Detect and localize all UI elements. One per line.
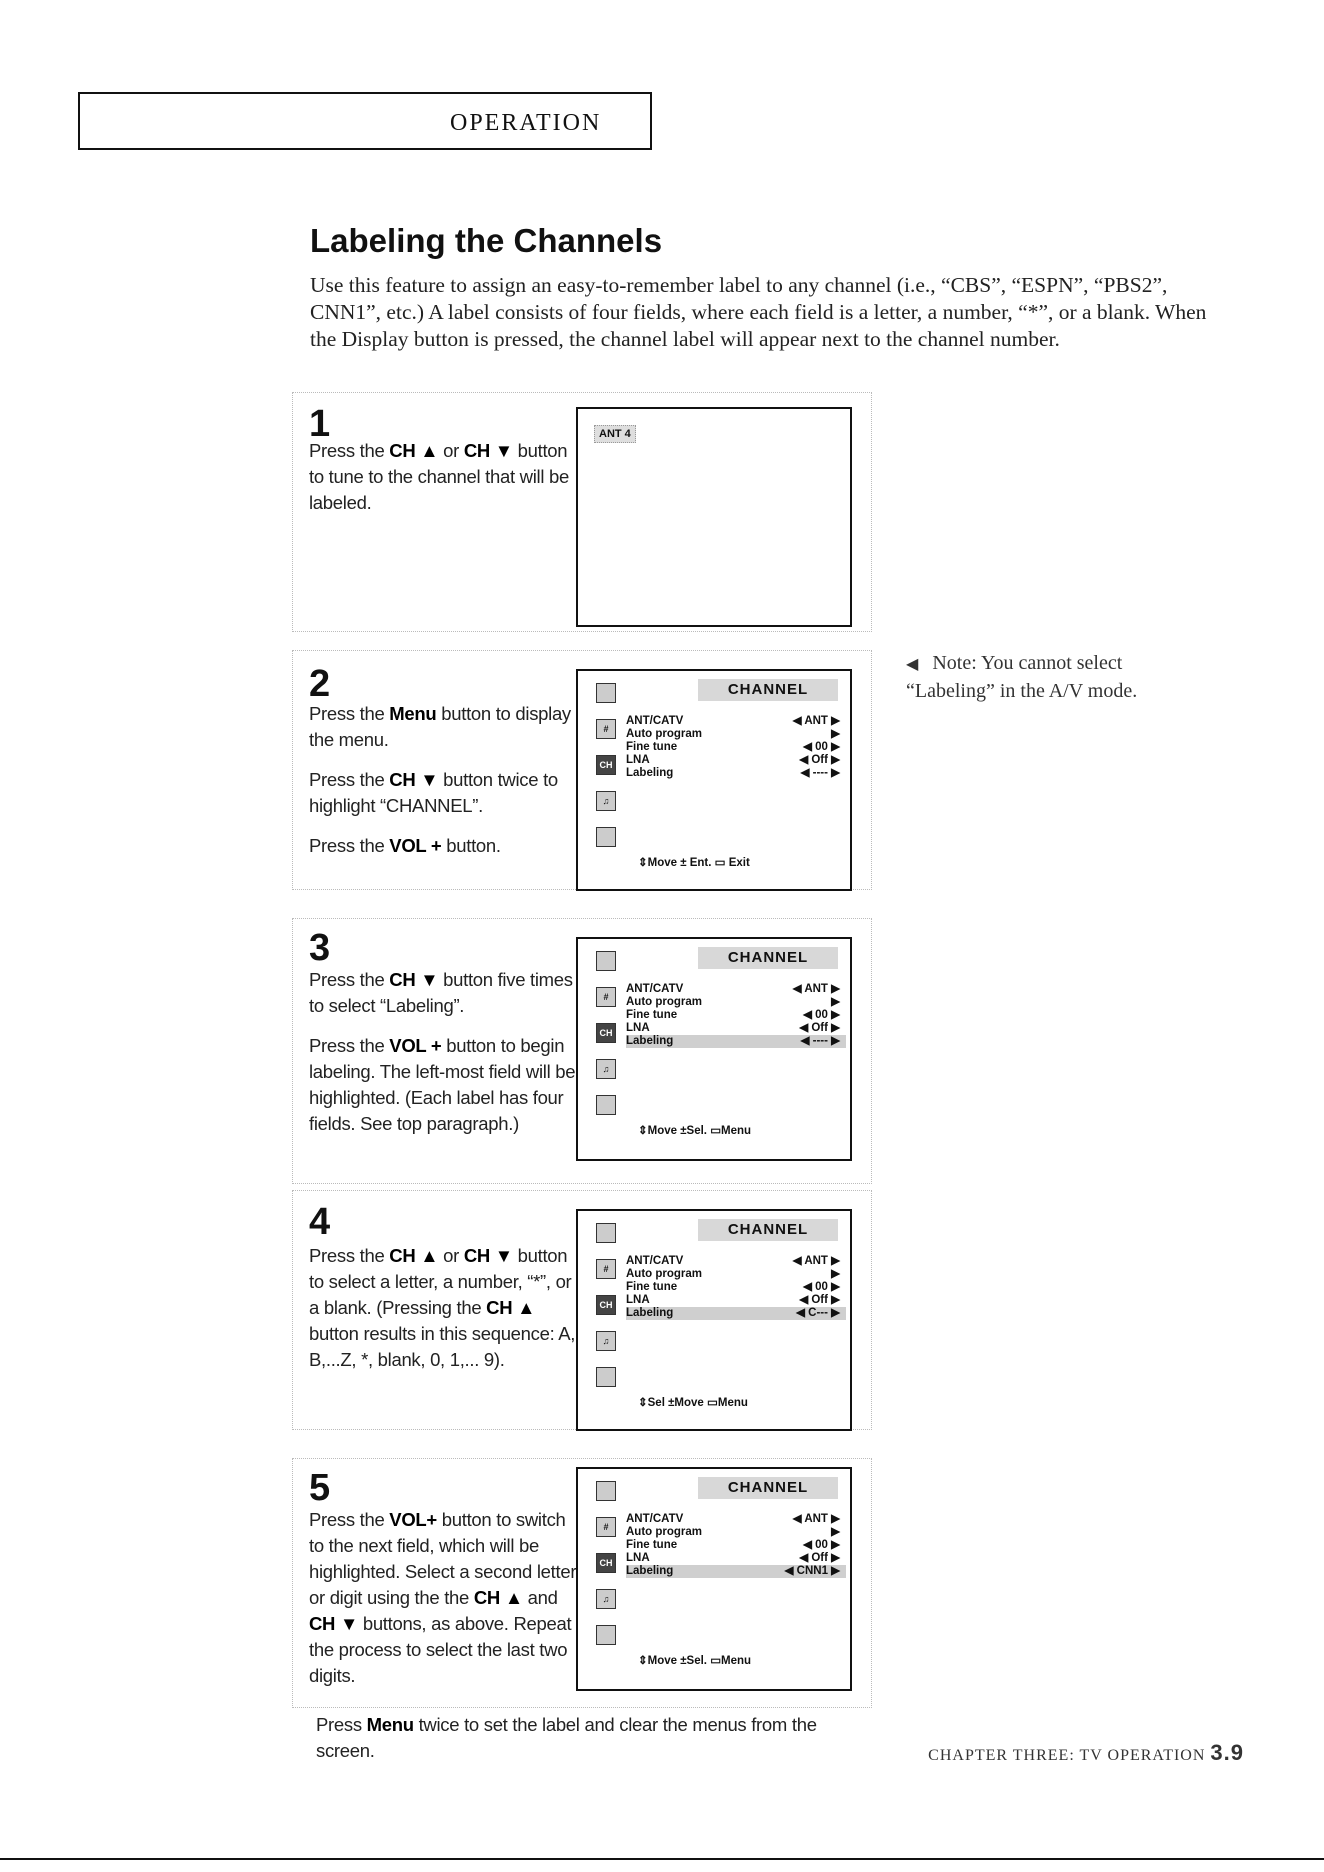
tv-menu-screen — [576, 1467, 852, 1691]
note — [906, 650, 1206, 705]
step-paragraph: Press the VOL+ button to switch to the next field, which will be highlighted. Select a second letter or digit using the the CH ▲ and CH ▼ buttons, as above. Repeat the process to select the last two digits. — [309, 1509, 577, 1686]
menu-category-icon: CH — [596, 1553, 616, 1573]
step-3 — [292, 918, 872, 1184]
menu-row — [626, 715, 846, 728]
menu-row-label: Fine tune — [626, 741, 678, 753]
menu-row-value: ◀ Off ▶ — [799, 1294, 840, 1306]
step-2 — [292, 650, 872, 890]
step-paragraph: Press the CH ▲ or CH ▼ button to tune to the channel that will be labeled. — [309, 440, 569, 513]
menu-row-value: ◀ Off ▶ — [799, 1552, 840, 1564]
step-number: 4 — [309, 1201, 331, 1243]
final-instruction: Press Menu twice to set the label and clear the menus from the screen. — [316, 1714, 817, 1761]
tv-menu-screen — [576, 1209, 852, 1431]
menu-row-label: LNA — [626, 1022, 650, 1034]
page-title: Labeling the Channels — [310, 222, 663, 259]
menu-footer: ⇕Sel ±Move ▭Menu — [638, 1397, 748, 1409]
menu-row-value: ◀ 00 ▶ — [803, 741, 840, 753]
menu-row — [626, 1268, 846, 1281]
step-number: 5 — [309, 1467, 331, 1509]
menu-category-icon: CH — [596, 755, 616, 775]
step-paragraph: Press the CH ▼ button twice to highlight “CHANNEL”. — [309, 769, 558, 816]
menu-row-value: ◀ C--- ▶ — [796, 1307, 840, 1319]
menu-category-icon: # — [596, 1259, 616, 1279]
menu-icon-column — [596, 1223, 616, 1403]
menu-row — [626, 1565, 846, 1578]
step-text — [309, 701, 579, 873]
menu-category-icon — [596, 1367, 616, 1387]
menu-row-value: ◀ Off ▶ — [799, 754, 840, 766]
step-4 — [292, 1190, 872, 1430]
menu-footer: ⇕Move ±Sel. ▭Menu — [638, 1125, 752, 1137]
menu-category-icon — [596, 1095, 616, 1115]
menu-row — [626, 767, 846, 780]
menu-category-icon: ♫ — [596, 1059, 616, 1079]
menu-category-icon — [596, 951, 616, 971]
menu-row-label: Labeling — [626, 767, 674, 779]
menu-rows — [626, 1513, 846, 1578]
step-number: 1 — [309, 403, 331, 445]
menu-row-label: LNA — [626, 1552, 650, 1564]
menu-row-value: ◀ 00 ▶ — [803, 1009, 840, 1021]
menu-title: CHANNEL — [698, 679, 838, 701]
step-number: 3 — [309, 927, 331, 969]
menu-row — [626, 1513, 846, 1526]
tv-menu-screen — [576, 937, 852, 1161]
menu-rows — [626, 715, 846, 780]
intro-paragraph: Use this feature to assign an easy-to-remember label to any channel (i.e., “CBS”, “ESPN”, “PBS2”, CNN1”, etc.) A label consists of four fields, where each field is a letter, a number, “*”, or a blank. When the Display button is pressed, the channel label will appear next to the channel number. — [310, 273, 1207, 351]
page-number: 3.9 — [1210, 1740, 1244, 1765]
menu-category-icon: ♫ — [596, 1589, 616, 1609]
menu-row-label: Auto program — [626, 1268, 703, 1280]
menu-row-value: ◀ Off ▶ — [799, 1022, 840, 1034]
step-text — [309, 1507, 579, 1703]
menu-row-value: ◀ CNN1 ▶ — [784, 1565, 840, 1577]
menu-row-label: ANT/CATV — [626, 715, 684, 727]
menu-row — [626, 1255, 846, 1268]
step-paragraph: Press the VOL + button. — [309, 835, 501, 856]
tv-screen — [576, 407, 852, 627]
menu-row — [626, 1022, 846, 1035]
menu-row-value: ▶ — [831, 1526, 840, 1538]
menu-row — [626, 1552, 846, 1565]
menu-row-label: Labeling — [626, 1035, 674, 1047]
step-paragraph: Press the Menu button to display the menu. — [309, 703, 571, 750]
menu-category-icon: ♫ — [596, 1331, 616, 1351]
menu-title: CHANNEL — [698, 1477, 838, 1499]
menu-category-icon — [596, 1223, 616, 1243]
menu-category-icon: CH — [596, 1023, 616, 1043]
menu-category-icon — [596, 827, 616, 847]
arrow-left-icon: ◀ — [906, 656, 919, 673]
menu-category-icon: ♫ — [596, 791, 616, 811]
step-paragraph: Press the CH ▼ button five times to select “Labeling”. — [309, 969, 573, 1016]
menu-row — [626, 1035, 846, 1048]
menu-row-label: Auto program — [626, 996, 703, 1008]
chapter-label: CHAPTER THREE: TV OPERATION — [928, 1747, 1206, 1764]
step-paragraph: Press the VOL + button to begin labeling. The left-most field will be highlighted. (Each label has four fields. See top paragraph.) — [309, 1035, 576, 1134]
menu-row-label: LNA — [626, 754, 650, 766]
menu-row-label: Auto program — [626, 728, 703, 740]
menu-row-value: ▶ — [831, 728, 840, 740]
menu-title: CHANNEL — [698, 1219, 838, 1241]
menu-row-value: ◀ 00 ▶ — [803, 1539, 840, 1551]
bottom-rule — [0, 1858, 1324, 1860]
menu-row — [626, 728, 846, 741]
menu-rows — [626, 983, 846, 1048]
menu-row — [626, 1009, 846, 1022]
menu-row-label: Fine tune — [626, 1009, 678, 1021]
step-paragraph: Press the CH ▲ or CH ▼ button to select a letter, a number, “*”, or a blank. (Pressing the CH ▲ button results in this sequence: A, B,...Z, *, blank, 0, 1,... 9). — [309, 1245, 576, 1370]
menu-category-icon — [596, 1481, 616, 1501]
menu-category-icon: # — [596, 1517, 616, 1537]
menu-row-value: ◀ ANT ▶ — [792, 1513, 840, 1525]
osd-channel: ANT 4 — [594, 425, 636, 443]
menu-category-icon: CH — [596, 1295, 616, 1315]
menu-category-icon: # — [596, 719, 616, 739]
menu-footer: ⇕Move ±Sel. ▭Menu — [638, 1655, 752, 1667]
menu-row — [626, 754, 846, 767]
menu-row-label: Auto program — [626, 1526, 703, 1538]
menu-rows — [626, 1255, 846, 1320]
menu-row-label: Labeling — [626, 1565, 674, 1577]
step-number: 2 — [309, 663, 331, 705]
menu-row — [626, 1526, 846, 1539]
step-1 — [292, 392, 872, 632]
menu-row-value: ◀ ---- ▶ — [800, 767, 840, 779]
menu-title: CHANNEL — [698, 947, 838, 969]
menu-row-value: ◀ ---- ▶ — [800, 1035, 840, 1047]
step-5 — [292, 1458, 872, 1708]
note-text: Note: You cannot select “Labeling” in the A/V mode. — [906, 652, 1138, 702]
menu-category-icon: # — [596, 987, 616, 1007]
menu-row — [626, 983, 846, 996]
menu-row-label: LNA — [626, 1294, 650, 1306]
menu-row — [626, 1294, 846, 1307]
menu-row-label: Fine tune — [626, 1539, 678, 1551]
menu-row-label: ANT/CATV — [626, 1255, 684, 1267]
menu-row-value: ◀ 00 ▶ — [803, 1281, 840, 1293]
menu-row-value: ▶ — [831, 996, 840, 1008]
menu-icon-column — [596, 683, 616, 863]
menu-row-label: Labeling — [626, 1307, 674, 1319]
menu-row — [626, 1539, 846, 1552]
menu-icon-column — [596, 951, 616, 1131]
page-footer — [928, 1740, 1244, 1766]
menu-row — [626, 1281, 846, 1294]
step-text — [309, 1243, 579, 1387]
menu-row-label: ANT/CATV — [626, 983, 684, 995]
menu-row-label: ANT/CATV — [626, 1513, 684, 1525]
step-text — [309, 967, 579, 1151]
menu-footer: ⇕Move ± Ent. ▭ Exit — [638, 857, 750, 869]
menu-row-value: ◀ ANT ▶ — [792, 983, 840, 995]
menu-row-value: ◀ ANT ▶ — [792, 715, 840, 727]
menu-row — [626, 996, 846, 1009]
menu-row-label: Fine tune — [626, 1281, 678, 1293]
menu-row-value: ▶ — [831, 1268, 840, 1280]
section-title: OPERATION — [450, 110, 602, 136]
menu-category-icon — [596, 1625, 616, 1645]
menu-row — [626, 1307, 846, 1320]
tv-menu-screen — [576, 669, 852, 891]
menu-category-icon — [596, 683, 616, 703]
menu-row — [626, 741, 846, 754]
menu-icon-column — [596, 1481, 616, 1661]
section-header — [78, 92, 652, 150]
step-text — [309, 438, 579, 530]
menu-row-value: ◀ ANT ▶ — [792, 1255, 840, 1267]
